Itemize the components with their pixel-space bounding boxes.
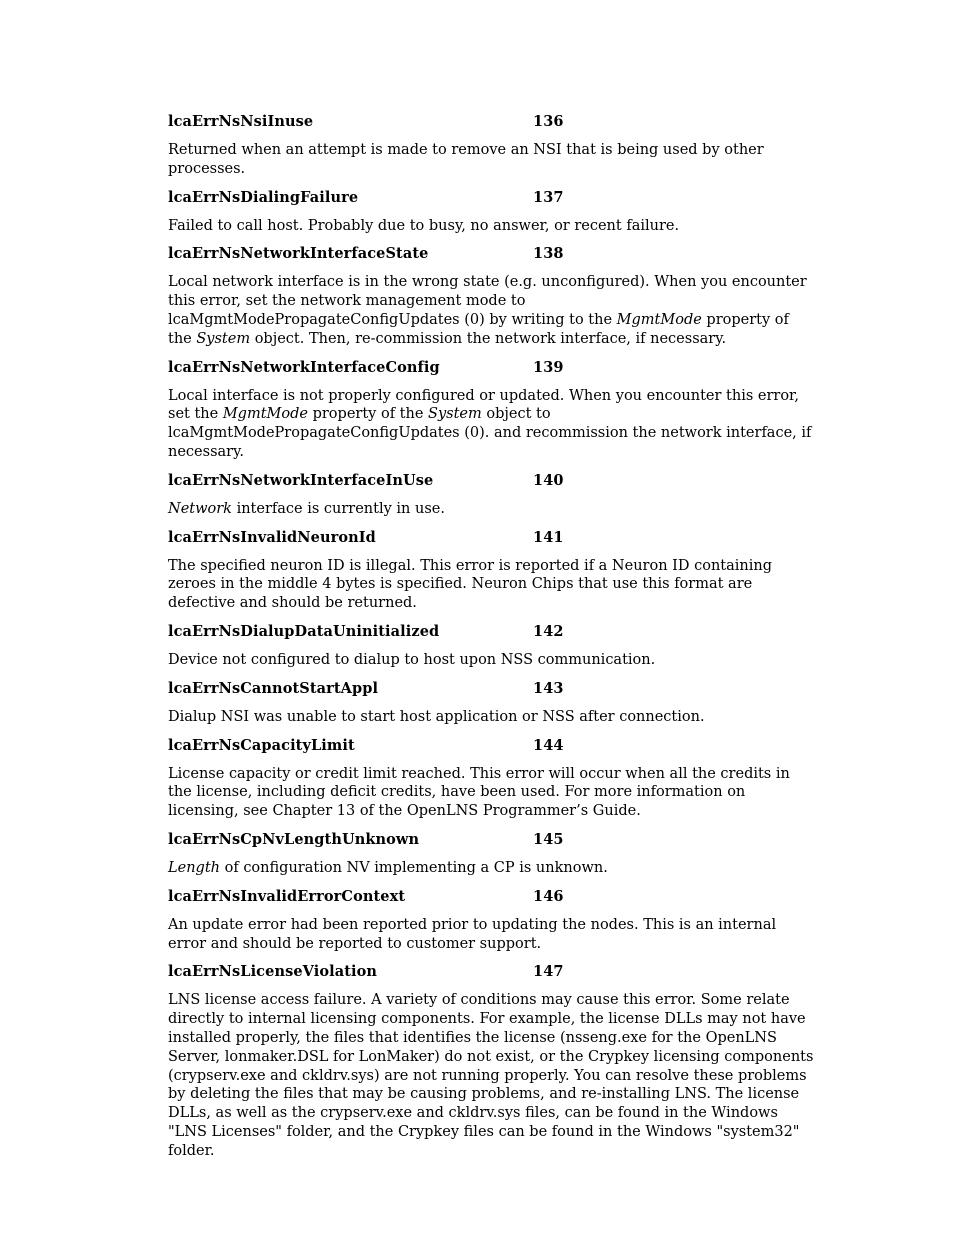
entry-header [168,245,814,263]
error-code: 147 [533,963,564,981]
error-name: lcaErrNsDialupDataUninitialized [168,622,440,640]
error-description [168,651,814,670]
entry-header [168,680,814,698]
error-code: 137 [533,188,564,206]
error-name: lcaErrNsNsiInuse [168,113,314,130]
description-text: Local interface is not properly configured or updated. When you encounter this error, set the [168,387,799,423]
description-text: property of the [168,311,789,347]
error-code: 142 [533,622,564,640]
description-text: object to lcaMgmtModePropagateConfigUpdates (0). and recommission the network interface, if necessary. [168,406,812,460]
entry-header [168,623,814,641]
error-name: lcaErrNsCpNvLengthUnknown [168,830,420,848]
description-text: License capacity or credit limit reached. This error will occur when all the credits in the license, including deficit credits, have been used. For more information on licensing, see Chapter 13 of the OpenLNS Programmer’s Guide. [168,765,790,820]
description-text: Failed to call host. Probably due to busy, no answer, or recent failure. [168,217,680,234]
description-text: Returned when an attempt is made to remove an NSI that is being used by other processes. [168,142,764,177]
error-description [168,500,814,519]
error-entry [168,963,814,1160]
error-entry [168,529,814,613]
entry-header [168,113,814,131]
error-description [168,141,814,179]
error-code: 136 [533,113,564,130]
error-description [168,765,814,821]
description-text: property of the [307,406,429,423]
entry-header [168,472,814,490]
error-entry [168,737,814,821]
error-name: lcaErrNsInvalidNeuronId [168,528,376,546]
error-description [168,859,814,878]
error-description [168,916,814,954]
error-code-list [168,113,814,1171]
description-text: Dialup NSI was unable to start host application or NSS after connection. [168,708,705,725]
italic-term: MgmtMode [616,311,702,328]
error-entry [168,472,814,519]
error-code: 141 [533,528,564,546]
italic-term: Length [168,859,220,876]
error-name: lcaErrNsInvalidErrorContext [168,887,406,905]
error-name: lcaErrNsNetworkInterfaceConfig [168,358,440,376]
error-code: 143 [533,679,564,697]
error-name: lcaErrNsNetworkInterfaceState [168,245,429,263]
error-entry [168,189,814,236]
error-name: lcaErrNsNetworkInterfaceInUse [168,471,434,489]
error-name: lcaErrNsCapacityLimit [168,736,355,754]
entry-header [168,888,814,906]
error-entry [168,831,814,878]
error-entry [168,623,814,670]
error-code: 138 [533,245,564,263]
error-name: lcaErrNsCannotStartAppl [168,679,379,697]
error-description [168,217,814,236]
description-text: An update error had been reported prior to updating the nodes. This is an internal error and should be reported to customer support. [168,916,777,952]
error-code: 139 [533,358,564,376]
error-code: 146 [533,887,564,905]
italic-term: System [428,406,482,423]
description-text: interface is currently in use. [231,500,445,517]
error-description [168,557,814,613]
description-text: LNS license access failure. A variety of conditions may cause this error. Some relate directly to internal licensing components. For example, the license DLLs may not have installed properly, the files that identifies the license (nsseng.exe for the OpenLNS Server, lonmaker.DSL for LonMaker) do not exist, or the Crypkey licensing components (crypserv.exe and ckldrv.sys) are not running properly. You can resolve these problems by deleting the files that may be causing problems, and re-installing LNS. The license DLLs, as well as the crypserv.exe and ckldrv.sys files, can be found in the Windows "LNS Licenses" folder, and the Crypkey files can be found in the Windows "system32" folder. [168,992,814,1159]
description-text: of configuration NV implementing a CP is unknown. [220,859,608,876]
error-code: 145 [533,830,564,848]
entry-header [168,359,814,377]
error-description [168,708,814,727]
entry-header [168,189,814,207]
description-text: The specified neuron ID is illegal. This error is reported if a Neuron ID containing zeroes in the middle 4 bytes is specified. Neuron Chips that use this format are defective and should be returned. [168,557,772,612]
italic-term: MgmtMode [222,406,308,423]
entry-header [168,737,814,755]
entry-header [168,831,814,849]
entry-header [168,963,814,981]
error-entry [168,245,814,348]
error-entry [168,680,814,727]
error-description [168,991,814,1160]
description-text: object. Then, re-commission the network interface, if necessary. [250,330,727,347]
entry-header [168,529,814,547]
description-text: Device not configured to dialup to host upon NSS communication. [168,651,656,668]
error-code: 140 [533,471,564,489]
error-entry [168,113,814,179]
italic-term: Network [168,500,232,517]
error-code: 144 [533,736,564,754]
error-name: lcaErrNsDialingFailure [168,188,359,206]
description-text: Local network interface is in the wrong state (e.g. unconfigured). When you encounter this error, set the network management mode to lcaMgmtModePropagateConfigUpdates (0) by writing to the [168,274,807,328]
error-description [168,387,814,462]
error-entry [168,359,814,462]
error-entry [168,888,814,954]
error-description [168,273,814,348]
error-name: lcaErrNsLicenseViolation [168,963,378,981]
italic-term: System [196,330,251,347]
